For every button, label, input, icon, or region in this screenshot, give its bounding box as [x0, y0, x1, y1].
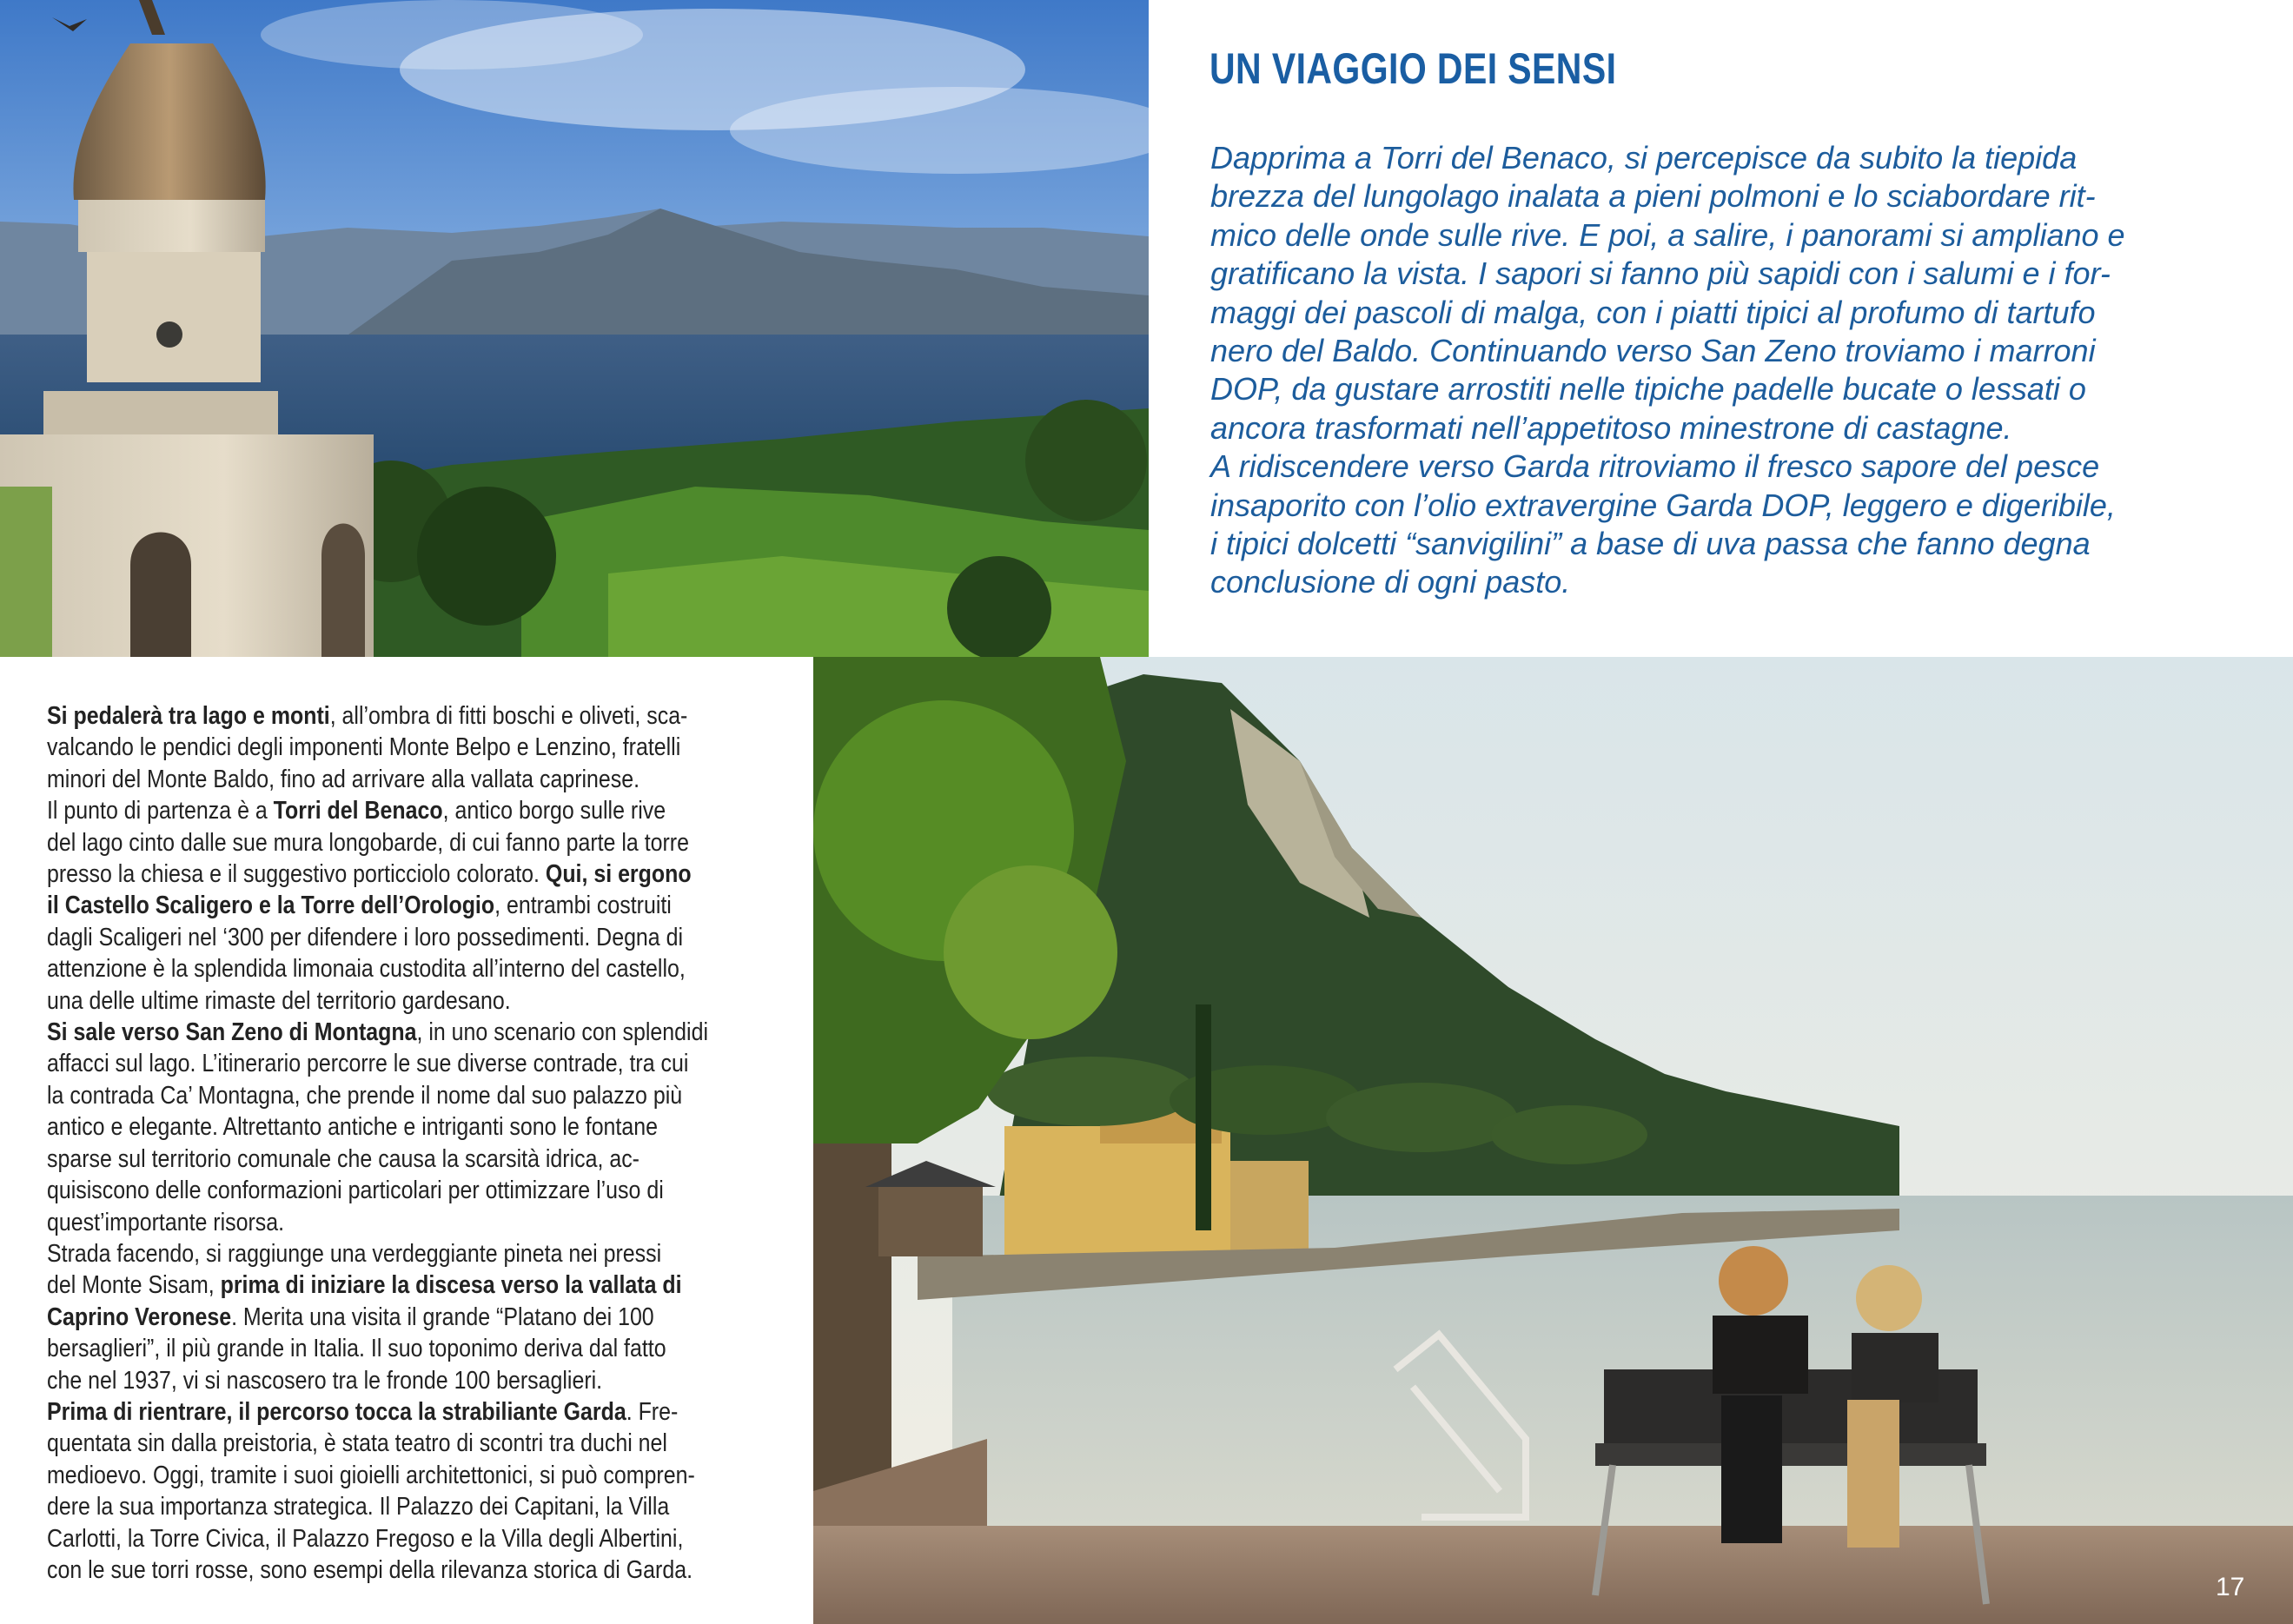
bold-text-run: il Castello Scaligero e la Torre dell’Orologio — [47, 892, 495, 920]
page-number: 17 — [2216, 1573, 2245, 1601]
body-line — [47, 764, 690, 795]
intro-line: mico delle onde sulle rive. E poi, a salire, i panorami si ampliano e — [1210, 216, 2125, 253]
body-line — [47, 1396, 690, 1428]
text-run: . Merita una visita il grande “Platano dei 100 — [231, 1303, 654, 1331]
bold-text-run: Prima di rientrare, il percorso tocca la strabiliante Garda — [47, 1397, 626, 1426]
text-run: presso la chiesa e il suggestivo porticciolo colorato. — [47, 860, 546, 889]
body-line — [47, 1428, 690, 1459]
text-run: quest’importante risorsa. — [47, 1208, 285, 1236]
text-run: che nel 1937, vi si nascosero tra le fronde 100 bersaglieri. — [47, 1366, 603, 1395]
body-line — [47, 700, 690, 732]
intro-line: nero del Baldo. Continuando verso San Zeno troviamo i marroni — [1210, 333, 2096, 369]
text-run: , in uno scenario con splendidi — [416, 1018, 708, 1047]
intro-line: A ridiscendere verso Garda ritroviamo il fresco sapore del pesce — [1210, 448, 2100, 485]
text-run: Strada facendo, si raggiunge una verdeggiante pineta nei pressi — [47, 1239, 662, 1268]
intro-line: maggi dei pascoli di malga, con i piatti tipici al profumo di tartufo — [1210, 294, 2096, 330]
text-run: Carlotti, la Torre Civica, il Palazzo Fregoso e la Villa degli Albertini, — [47, 1524, 684, 1553]
text-run: la contrada Ca’ Montagna, che prende il nome dal suo palazzo più — [47, 1081, 683, 1110]
text-run: dere la sua importanza strategica. Il Palazzo dei Capitani, la Villa — [47, 1493, 670, 1521]
body-line — [47, 1460, 695, 1491]
intro-line: conclusione di ogni pasto. — [1210, 564, 1571, 600]
intro-line: gratificano la vista. I sapori si fanno più sapidi con i salumi e i for- — [1210, 255, 2111, 292]
text-run: attenzione è la splendida limonaia custodita all’interno del castello, — [47, 955, 686, 984]
bold-text-run: Qui, si ergono — [545, 860, 692, 889]
text-run: . Fre- — [626, 1397, 679, 1426]
text-run: del lago cinto dalle sue mura longobarde, di cui fanno parte la torre — [47, 828, 689, 857]
bold-text-run: Si pedalerà tra lago e monti — [47, 702, 330, 730]
garda-lakefront-photo — [813, 657, 2293, 1624]
body-line — [47, 1491, 690, 1522]
body-line — [47, 1523, 690, 1554]
text-run: dagli Scaligeri nel ‘300 per difendere i loro possedimenti. Degna di — [47, 923, 684, 951]
intro-line: brezza del lungolago inalata a pieni polmoni e lo sciabordare rit- — [1210, 178, 2096, 215]
text-run: quisiscono delle conformazioni particolari per ottimizzare l’uso di — [47, 1177, 664, 1205]
intro-paragraph — [1210, 139, 2253, 602]
text-run: bersaglieri”, il più grande in Italia. Il suo toponimo deriva dal fatto — [47, 1335, 666, 1363]
text-run: valcando le pendici degli imponenti Monte Belpo e Lenzino, fratelli — [47, 733, 681, 762]
intro-line: ancora trasformati nell’appetitoso minestrone di castagne. — [1210, 409, 2012, 446]
bell-tower-lake-photo — [0, 0, 1149, 657]
intro-line: insaporito con l’olio extravergine Garda DOP, leggero e digeribile, — [1210, 487, 2116, 523]
body-line — [47, 985, 690, 1017]
body-line — [47, 953, 690, 984]
bold-text-run: Si sale verso San Zeno di Montagna — [47, 1018, 417, 1047]
body-line — [47, 858, 690, 890]
body-text-column — [47, 700, 794, 1586]
text-run: quentata sin dalla preistoria, è stata teatro di scontri tra duchi nel — [47, 1429, 667, 1458]
section-title: UN VIAGGIO DEI SENSI — [1209, 44, 1617, 93]
text-run: affacci sul lago. L’itinerario percorre le sue diverse contrade, tra cui — [47, 1050, 689, 1078]
body-line — [47, 1269, 690, 1301]
text-run: , entrambi costruiti — [494, 892, 672, 920]
body-line — [47, 1333, 690, 1364]
body-line — [47, 795, 690, 826]
body-line — [47, 1143, 690, 1175]
body-line — [47, 1080, 690, 1111]
text-run: , antico borgo sulle rive — [442, 797, 666, 825]
bold-text-run: Torri del Benaco — [273, 797, 443, 825]
intro-line: DOP, da gustare arrostiti nelle tipiche padelle bucate o lessati o — [1210, 371, 2086, 408]
body-line — [47, 1207, 690, 1238]
text-run: antico e elegante. Altrettanto antiche e intriganti sono le fontane — [47, 1113, 658, 1142]
body-line — [47, 1017, 708, 1048]
bold-text-run: Caprino Veronese — [47, 1303, 232, 1331]
body-line — [47, 827, 690, 858]
body-line — [47, 890, 690, 921]
intro-line: Dapprima a Torri del Benaco, si percepisce da subito la tiepida — [1210, 140, 2078, 176]
body-line — [47, 1302, 690, 1333]
text-run: del Monte Sisam, — [47, 1271, 221, 1300]
text-run: medioevo. Oggi, tramite i suoi gioielli architettonici, si può compren- — [47, 1461, 695, 1489]
body-line — [47, 1175, 690, 1206]
bold-text-run: prima di iniziare la discesa verso la vallata di — [220, 1271, 682, 1300]
intro-line: i tipici dolcetti “sanvigilini” a base di uva passa che fanno degna — [1210, 526, 2091, 562]
text-run: , all’ombra di fitti boschi e oliveti, sca- — [329, 702, 688, 730]
body-line — [47, 1111, 690, 1143]
body-line — [47, 1048, 690, 1079]
text-run: una delle ultime rimaste del territorio gardesano. — [47, 986, 511, 1015]
body-line — [47, 922, 690, 953]
text-run: sparse sul territorio comunale che causa la scarsità idrica, ac- — [47, 1144, 640, 1173]
body-line — [47, 1554, 693, 1586]
text-run: con le sue torri rosse, sono esempi della rilevanza storica di Garda. — [47, 1555, 693, 1584]
body-line — [47, 1365, 690, 1396]
body-line — [47, 1238, 690, 1269]
text-run: minori del Monte Baldo, fino ad arrivare alla vallata caprinese. — [47, 765, 640, 793]
text-run: Il punto di partenza è a — [47, 797, 274, 825]
body-line — [47, 732, 690, 763]
